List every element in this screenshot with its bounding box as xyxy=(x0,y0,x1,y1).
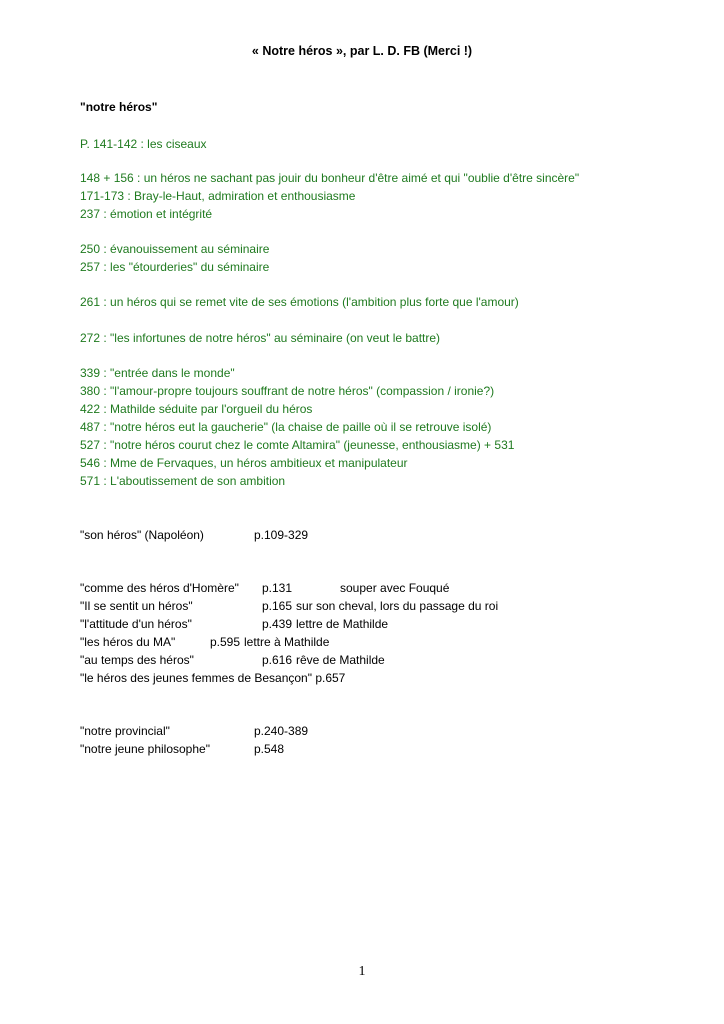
other-quote: "notre provincial" xyxy=(80,724,170,738)
ref-page: p.616 xyxy=(262,653,293,667)
ref-note: rêve de Mathilde xyxy=(296,653,385,667)
other-pages: p.240-389 xyxy=(254,724,309,738)
green-line: 250 : évanouissement au séminaire xyxy=(80,242,270,256)
ref-quote: "l'attitude d'un héros" xyxy=(80,617,192,631)
green-line: 148 + 156 : un héros ne sachant pas jouir du bonheur d'être aimé et qui "oublie d'être sincère" xyxy=(80,171,580,185)
son-heros-pages: p.109-329 xyxy=(254,528,309,542)
ref-quote: "le héros des jeunes femmes de Besançon" p.657 xyxy=(80,671,346,685)
other-pages: p.548 xyxy=(254,742,285,756)
green-line: 171-173 : Bray-le-Haut, admiration et enthousiasme xyxy=(80,189,356,203)
green-line: 261 : un héros qui se remet vite de ses émotions (l'ambition plus forte que l'amour) xyxy=(80,295,519,309)
green-line: P. 141-142 : les ciseaux xyxy=(80,137,207,151)
green-line: 380 : "l'amour-propre toujours souffrant de notre héros" (compassion / ironie?) xyxy=(80,384,495,398)
ref-note: sur son cheval, lors du passage du roi xyxy=(296,599,499,613)
ref-quote: "les héros du MA" xyxy=(80,635,176,649)
ref-page: p.131 xyxy=(262,581,293,595)
ref-note: lettre de Mathilde xyxy=(296,617,389,631)
green-line: 571 : L'aboutissement de son ambition xyxy=(80,474,286,488)
ref-quote: "comme des héros d'Homère" xyxy=(80,581,239,595)
green-line: 339 : "entrée dans le monde" xyxy=(80,366,235,380)
ref-quote: "Il se sentit un héros" xyxy=(80,599,193,613)
section-heading: "notre héros" xyxy=(80,100,158,114)
ref-quote: "au temps des héros" xyxy=(80,653,194,667)
ref-page: p.439 xyxy=(262,617,293,631)
green-line: 257 : les "étourderies" du séminaire xyxy=(80,260,270,274)
document-title: « Notre héros », par L. D. FB (Merci !) xyxy=(251,44,473,58)
green-line: 546 : Mme de Fervaques, un héros ambitieux et manipulateur xyxy=(80,456,408,470)
green-line: 487 : "notre héros eut la gaucherie" (la chaise de paille où il se retrouve isolé) xyxy=(80,420,492,434)
green-line: 272 : "les infortunes de notre héros" au séminaire (on veut le battre) xyxy=(80,331,441,345)
green-line: 527 : "notre héros courut chez le comte Altamira" (jeunesse, enthousiasme) + 531 xyxy=(80,438,515,452)
ref-note: lettre à Mathilde xyxy=(244,635,330,649)
green-line: 237 : émotion et intégrité xyxy=(80,207,213,221)
green-line: 422 : Mathilde séduite par l'orgueil du héros xyxy=(80,402,313,416)
ref-page: p.165 xyxy=(262,599,293,613)
ref-note: souper avec Fouqué xyxy=(340,581,450,595)
son-heros-quote: "son héros" (Napoléon) xyxy=(80,528,204,542)
ref-page: p.595 xyxy=(210,635,241,649)
page-number: 1 xyxy=(358,964,366,979)
other-quote: "notre jeune philosophe" xyxy=(80,742,210,756)
